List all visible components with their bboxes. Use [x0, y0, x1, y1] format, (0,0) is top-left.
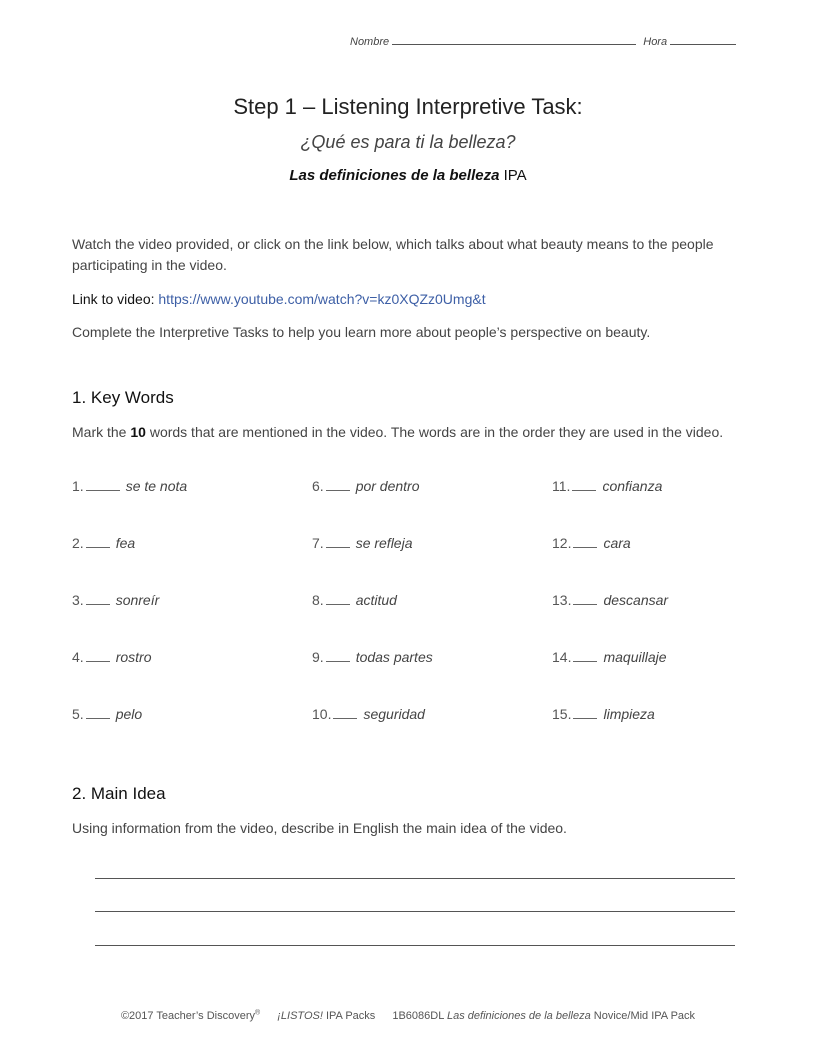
- key-word-text: pelo: [115, 706, 143, 722]
- key-word-item[interactable]: [72, 649, 151, 665]
- page-title: Step 1 – Listening Interpretive Task:: [233, 94, 583, 119]
- key-word-text: todas partes: [355, 649, 433, 665]
- key-word-item[interactable]: [552, 706, 655, 722]
- answer-line[interactable]: [95, 911, 735, 912]
- key-word-blank[interactable]: [573, 592, 597, 605]
- instructions-text-rest: words that are mentioned in the video. The words are in the order they are used in the video.: [145, 424, 724, 440]
- key-word-blank[interactable]: [86, 592, 110, 605]
- key-word-number: 11.: [552, 478, 571, 494]
- key-words-instructions: [72, 422, 744, 443]
- video-link-line: [72, 289, 744, 310]
- subtitle-italic: Las definiciones de la belleza: [289, 167, 500, 184]
- key-word-number: 10.: [312, 706, 332, 722]
- key-word-text: cara: [603, 535, 631, 551]
- key-word-blank[interactable]: [333, 706, 357, 719]
- key-word-item[interactable]: [552, 592, 668, 608]
- footer-pack: ¡LISTOS! IPA Packs: [277, 1009, 376, 1022]
- name-label: Nombre: [350, 36, 390, 48]
- key-word-number: 13.: [552, 592, 572, 608]
- answer-line[interactable]: [95, 878, 735, 879]
- key-word-text: se te nota: [125, 478, 188, 494]
- key-word-item[interactable]: [72, 706, 142, 722]
- key-word-item[interactable]: [72, 478, 187, 494]
- key-word-number: 9.: [312, 649, 324, 665]
- key-word-item[interactable]: [312, 535, 413, 551]
- key-word-text: confianza: [602, 478, 663, 494]
- page-subtitle: [0, 167, 816, 184]
- key-word-item[interactable]: [312, 706, 425, 722]
- answer-line[interactable]: [95, 945, 735, 946]
- key-word-blank[interactable]: [86, 706, 110, 719]
- key-word-item[interactable]: [312, 478, 420, 494]
- key-word-blank[interactable]: [326, 592, 350, 605]
- key-word-text: seguridad: [363, 706, 425, 722]
- key-word-text: maquillaje: [603, 649, 667, 665]
- key-word-blank[interactable]: [326, 478, 350, 491]
- page-question: ¿Qué es para ti la belleza?: [300, 132, 516, 152]
- main-idea-instructions: Using information from the video, describe in English the main idea of the video.: [72, 820, 567, 836]
- name-blank[interactable]: [392, 33, 636, 45]
- key-word-item[interactable]: [552, 649, 667, 665]
- key-word-number: 5.: [72, 706, 84, 722]
- subtitle-suffix: IPA: [499, 167, 527, 184]
- key-word-item[interactable]: [72, 592, 159, 608]
- key-word-number: 15.: [552, 706, 572, 722]
- key-word-blank[interactable]: [573, 706, 597, 719]
- key-word-blank[interactable]: [326, 649, 350, 662]
- key-word-blank[interactable]: [573, 649, 597, 662]
- key-word-blank[interactable]: [572, 478, 596, 491]
- key-word-number: 12.: [552, 535, 572, 551]
- key-word-text: limpieza: [603, 706, 655, 722]
- name-period-header: [350, 33, 736, 48]
- key-word-number: 6.: [312, 478, 324, 494]
- key-word-blank[interactable]: [573, 535, 597, 548]
- key-word-text: fea: [115, 535, 136, 551]
- key-word-text: descansar: [603, 592, 669, 608]
- key-word-number: 14.: [552, 649, 572, 665]
- video-link-label: Link to video:: [72, 291, 155, 307]
- key-word-text: rostro: [115, 649, 152, 665]
- key-word-number: 2.: [72, 535, 84, 551]
- key-word-blank[interactable]: [86, 649, 110, 662]
- video-link[interactable]: https://www.youtube.com/watch?v=kz0XQZz0Umg&t: [158, 291, 486, 307]
- key-word-number: 4.: [72, 649, 84, 665]
- key-word-blank[interactable]: [86, 535, 110, 548]
- key-word-number: 7.: [312, 535, 324, 551]
- key-word-blank[interactable]: [86, 478, 120, 491]
- page-footer: [0, 1009, 816, 1022]
- key-word-item[interactable]: [312, 649, 433, 665]
- key-word-item[interactable]: [552, 535, 631, 551]
- key-word-number: 8.: [312, 592, 324, 608]
- key-word-text: actitud: [355, 592, 397, 608]
- footer-copyright: ©2017 Teacher’s Discovery®: [120, 1009, 261, 1022]
- key-word-item[interactable]: [312, 592, 397, 608]
- footer-product: 1B6086DL Las definiciones de la belleza Novice/Mid IPA Pack: [392, 1009, 696, 1022]
- instructions-count: 10: [130, 424, 146, 440]
- period-blank[interactable]: [670, 33, 736, 45]
- key-word-item[interactable]: [72, 535, 135, 551]
- key-word-blank[interactable]: [326, 535, 350, 548]
- key-word-text: por dentro: [355, 478, 420, 494]
- intro-paragraph: Watch the video provided, or click on the link below, which talks about what beauty means to the people participating in the video.: [72, 236, 714, 273]
- key-words-heading: 1. Key Words: [72, 388, 174, 407]
- key-word-text: sonreír: [115, 592, 160, 608]
- main-idea-heading: 2. Main Idea: [72, 784, 166, 803]
- key-word-item[interactable]: [552, 478, 662, 494]
- key-word-text: se refleja: [355, 535, 413, 551]
- instructions-text: Mark the: [72, 424, 131, 440]
- key-word-number: 3.: [72, 592, 84, 608]
- period-label: Hora: [643, 36, 668, 48]
- key-word-number: 1.: [72, 478, 84, 494]
- complete-instructions: Complete the Interpretive Tasks to help you learn more about people’s perspective on beauty.: [72, 324, 651, 340]
